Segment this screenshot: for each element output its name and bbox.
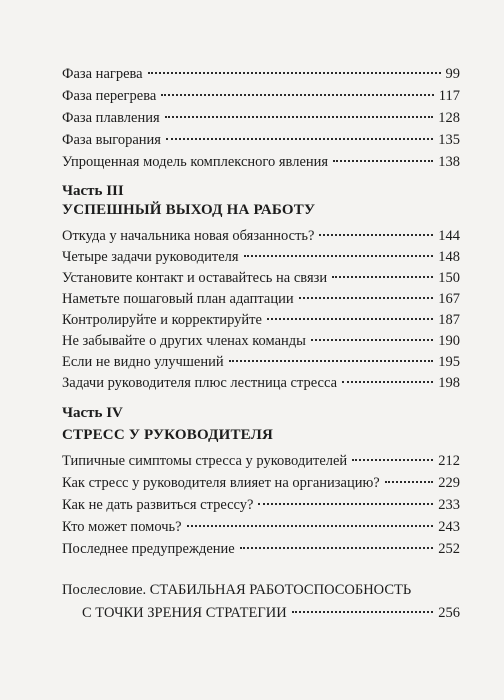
toc-entry-page: 135 bbox=[438, 132, 460, 148]
toc-dot-leader bbox=[319, 234, 433, 236]
toc-entry-title: Упрощенная модель комплексного явления bbox=[62, 154, 329, 170]
toc-entry[interactable] bbox=[62, 450, 460, 472]
toc-entry-page: 148 bbox=[438, 249, 460, 265]
toc-entry-title: Не забывайте о других членах команды bbox=[62, 333, 306, 349]
toc-entry-page: 229 bbox=[438, 475, 460, 491]
toc-entry-title: Фаза перегрева bbox=[62, 88, 157, 104]
toc-entry-title: Если не видно улучшений bbox=[62, 354, 224, 370]
part-title: УСПЕШНЫЙ ВЫХОД НА РАБОТУ bbox=[62, 202, 316, 218]
toc-dot-leader bbox=[352, 459, 433, 461]
afterword-title-line1: Послесловие. СТАБИЛЬНАЯ РАБОТОСПОСОБНОСТЬ bbox=[62, 582, 412, 598]
toc-dot-leader bbox=[244, 255, 434, 257]
toc-entry[interactable] bbox=[62, 225, 460, 247]
toc-entry[interactable] bbox=[62, 351, 460, 373]
toc-dot-leader bbox=[299, 297, 434, 299]
toc-dot-leader bbox=[385, 481, 434, 483]
toc-entry-title: Последнее предупреждение bbox=[62, 541, 235, 557]
toc-entry[interactable] bbox=[62, 330, 460, 352]
toc-entry-page: 117 bbox=[438, 88, 460, 104]
toc-entry-page: 233 bbox=[438, 497, 460, 513]
toc-entry[interactable] bbox=[62, 107, 460, 129]
toc-entry[interactable] bbox=[62, 494, 460, 516]
toc-entry-page: 138 bbox=[438, 154, 460, 170]
toc-entry-title: Наметьте пошаговый план адаптации bbox=[62, 291, 294, 307]
toc-entry-page: 256 bbox=[438, 605, 460, 621]
toc-entry-page: 190 bbox=[438, 333, 460, 349]
afterword-title-line2: С ТОЧКИ ЗРЕНИЯ СТРАТЕГИИ bbox=[82, 605, 287, 621]
toc-entry-title: Кто может помочь? bbox=[62, 519, 182, 535]
toc-dot-leader bbox=[166, 138, 433, 140]
toc-dot-leader bbox=[292, 611, 434, 613]
toc-entry-title: Типичные симптомы стресса у руководителей bbox=[62, 453, 348, 469]
toc-dot-leader bbox=[148, 72, 441, 74]
toc-entry-title: Фаза нагрева bbox=[62, 66, 143, 82]
toc-entry[interactable] bbox=[62, 309, 460, 331]
toc-dot-leader bbox=[342, 381, 433, 383]
toc-entry[interactable] bbox=[62, 288, 460, 310]
toc-entry-page: 144 bbox=[438, 228, 460, 244]
toc-dot-leader bbox=[165, 116, 434, 118]
toc-entry[interactable] bbox=[62, 538, 460, 560]
toc-dot-leader bbox=[332, 276, 433, 278]
toc-entry-title: Фаза плавления bbox=[62, 110, 160, 126]
toc-entry[interactable] bbox=[62, 372, 460, 394]
toc-dot-leader bbox=[161, 94, 433, 96]
toc-entry[interactable] bbox=[62, 267, 460, 289]
toc-entry-title: Четыре задачи руководителя bbox=[62, 249, 239, 265]
toc-entry-afterword[interactable] bbox=[82, 602, 460, 624]
toc-entry-page: 99 bbox=[445, 66, 460, 82]
toc-entry[interactable] bbox=[62, 63, 460, 85]
toc-entry-title: Как не дать развиться стрессу? bbox=[62, 497, 254, 513]
toc-entry-page: 128 bbox=[438, 110, 460, 126]
toc-entry-page: 167 bbox=[438, 291, 460, 307]
toc-dot-leader bbox=[333, 160, 433, 162]
toc-dot-leader bbox=[258, 503, 433, 505]
toc-entry[interactable] bbox=[62, 129, 460, 151]
toc-entry-title: Контролируйте и корректируйте bbox=[62, 312, 262, 328]
toc-entry[interactable] bbox=[62, 151, 460, 173]
toc-entry-title: Фаза выгорания bbox=[62, 132, 161, 148]
toc-dot-leader bbox=[187, 525, 434, 527]
part-title: СТРЕСС У РУКОВОДИТЕЛЯ bbox=[62, 427, 274, 443]
toc-entry[interactable] bbox=[62, 472, 460, 494]
toc-entry-page: 243 bbox=[438, 519, 460, 535]
toc-dot-leader bbox=[267, 318, 433, 320]
toc-entry-page: 150 bbox=[438, 270, 460, 286]
toc-entry-page: 252 bbox=[438, 541, 460, 557]
toc-entry-title: Установите контакт и оставайтесь на связи bbox=[62, 270, 328, 286]
part-label: Часть III bbox=[62, 183, 124, 199]
toc-entry-title: Как стресс у руководителя влияет на организацию? bbox=[62, 475, 380, 491]
part-label: Часть IV bbox=[62, 405, 123, 421]
toc-entry-title: Откуда у начальника новая обязанность? bbox=[62, 228, 315, 244]
toc-entry-page: 212 bbox=[438, 453, 460, 469]
toc-entry[interactable] bbox=[62, 246, 460, 268]
toc-entry-title: Задачи руководителя плюс лестница стресса bbox=[62, 375, 338, 391]
toc-entry-page: 198 bbox=[438, 375, 460, 391]
toc-dot-leader bbox=[240, 547, 434, 549]
toc-entry-page: 187 bbox=[438, 312, 460, 328]
toc-dot-leader bbox=[229, 360, 434, 362]
toc-entry[interactable] bbox=[62, 516, 460, 538]
toc-entry[interactable] bbox=[62, 85, 460, 107]
toc-dot-leader bbox=[311, 339, 433, 341]
toc-entry-page: 195 bbox=[438, 354, 460, 370]
